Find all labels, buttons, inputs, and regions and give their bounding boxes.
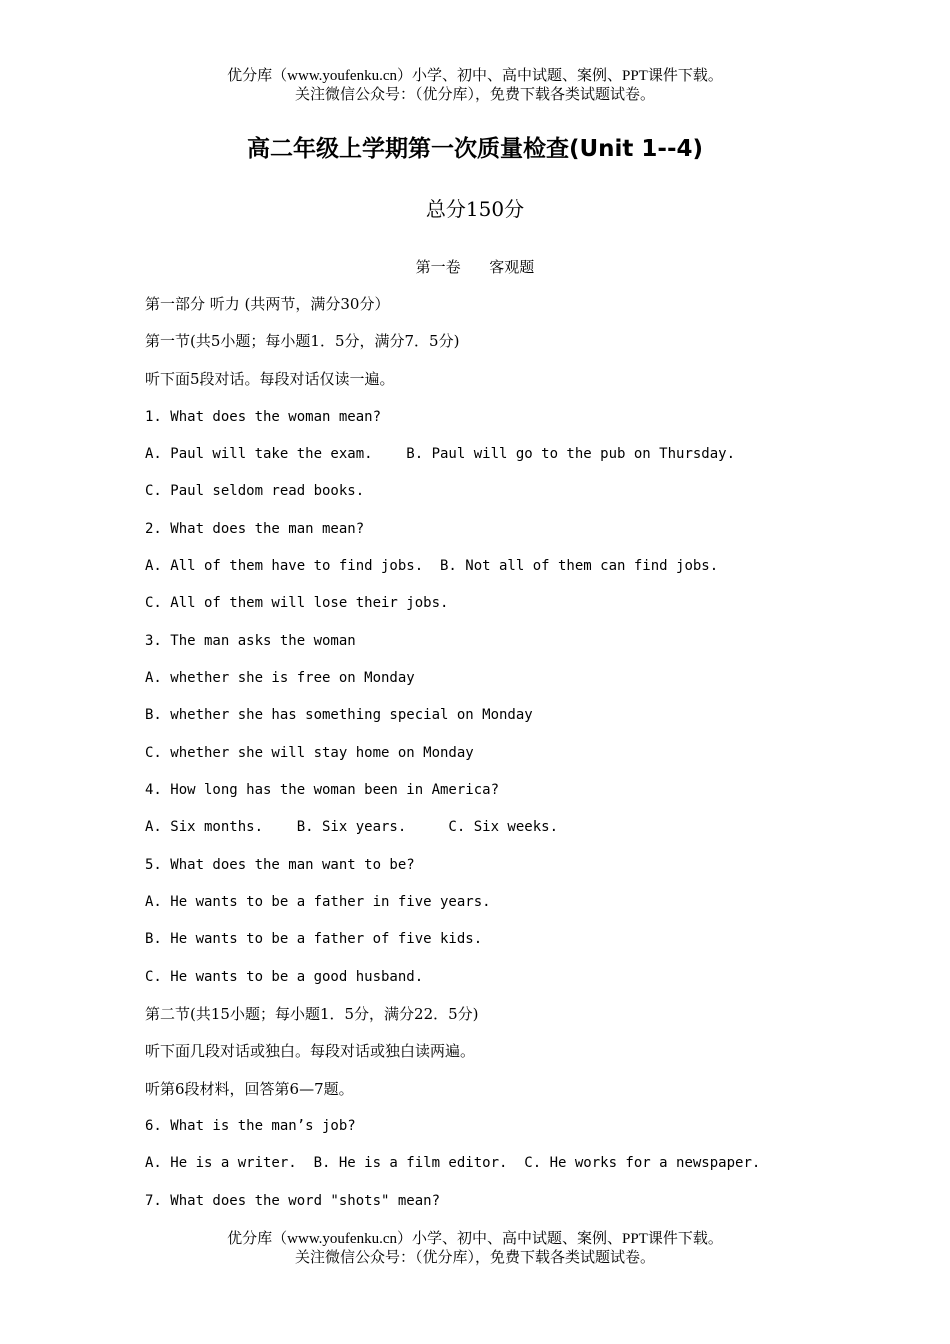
part1-heading: 第一部分 听力 (共两节，满分30分） (145, 295, 390, 313)
header-line-2: 关注微信公众号：（优分库），免费下载各类试题试卷。 (294, 87, 655, 103)
volume-name: 客观题 (489, 258, 535, 276)
question-2: 2. What does the man mean? (145, 521, 365, 537)
total-score: 总分150分 (425, 197, 525, 221)
section1-instruction: 听下面5段对话。每段对话仅读一遍。 (145, 370, 395, 388)
question-4: 4. How long has the woman been in America? (145, 782, 500, 798)
header-line-1: 优分库（www.youfenku.cn）小学、初中、高中试题、案例、PPT课件下载。 (227, 68, 723, 84)
volume-heading (0, 257, 950, 277)
question-2-options-ab: A. All of them have to find jobs. B. Not all of them can find jobs. (145, 558, 719, 574)
question-7: 7. What does the word "shots" mean? (145, 1193, 441, 1209)
question-2-option-c: C. All of them will lose their jobs. (145, 595, 449, 611)
question-5-option-a: A. He wants to be a father in five years. (145, 894, 491, 910)
question-5-option-c: C. He wants to be a good husband. (145, 969, 424, 985)
question-3-option-a: A. whether she is free on Monday (145, 670, 415, 686)
page-title: 高二年级上学期第一次质量检查(Unit 1--4) (246, 136, 704, 162)
footer-line-2: 关注微信公众号：（优分库），免费下载各类试题试卷。 (294, 1250, 655, 1266)
question-1: 1. What does the woman mean? (145, 409, 382, 425)
question-5: 5. What does the man want to be? (145, 857, 415, 873)
section1-heading: 第一节(共5小题；每小题1．5分，满分7．5分) (145, 332, 460, 350)
section2-heading: 第二节(共15小题；每小题1．5分，满分22．5分) (145, 1005, 479, 1023)
question-5-option-b: B. He wants to be a father of five kids. (145, 931, 483, 947)
question-3: 3. The man asks the woman (145, 633, 356, 649)
footer-line-1: 优分库（www.youfenku.cn）小学、初中、高中试题、案例、PPT课件下载。 (227, 1231, 723, 1247)
volume-label: 第一卷 (415, 258, 461, 276)
question-4-options: A. Six months. B. Six years. C. Six weeks. (145, 819, 559, 835)
question-6-options: A. He is a writer. B. He is a film editor. C. He works for a newspaper. (145, 1155, 761, 1171)
question-1-option-c: C. Paul seldom read books. (145, 483, 365, 499)
section2-instruction: 听下面几段对话或独白。每段对话或独白读两遍。 (145, 1042, 476, 1060)
question-3-option-c: C. whether she will stay home on Monday (145, 745, 474, 761)
question-1-options-ab: A. Paul will take the exam. B. Paul will go to the pub on Thursday. (145, 446, 736, 462)
question-3-option-b: B. whether she has something special on Monday (145, 707, 533, 723)
question-6: 6. What is the man’s job? (145, 1118, 356, 1134)
material-6-instruction: 听第6段材料，回答第6—7题。 (145, 1080, 354, 1098)
